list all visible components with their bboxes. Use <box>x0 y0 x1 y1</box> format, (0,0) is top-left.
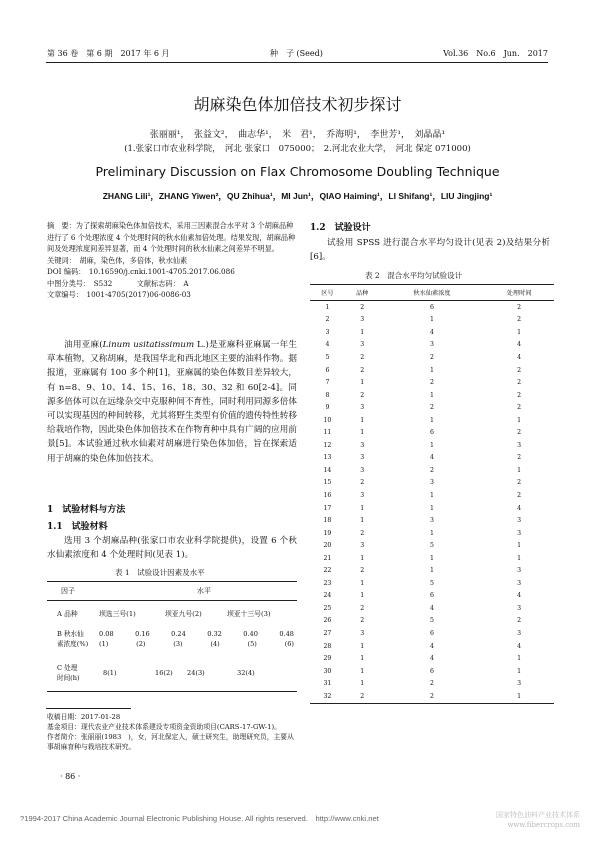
table-cell: 4 <box>430 655 434 663</box>
table-cell: 6 <box>430 303 434 311</box>
table-cell: 25 <box>323 604 332 612</box>
conc-code: (1) <box>99 640 109 648</box>
table-cell: 3 <box>360 441 365 449</box>
col-header-concentration: 秋水仙素浓度 <box>413 290 451 297</box>
intro-paragraph <box>47 338 297 466</box>
table-row <box>310 552 554 565</box>
table-cell: 2 <box>360 692 365 700</box>
table-row <box>310 439 554 452</box>
table-cell: 3 <box>360 491 365 499</box>
table-cell: 2 <box>360 529 365 537</box>
conc-value: 0.24 <box>171 630 186 638</box>
time-1: 8(1) <box>103 669 117 677</box>
table-row <box>310 627 554 640</box>
journal-volume: Vol.36 No.6 Jun. 2017 <box>443 49 548 58</box>
table-cell: 4 <box>430 454 434 462</box>
table-cell: 3 <box>517 517 522 525</box>
table-cell: 3 <box>517 604 522 612</box>
table-cell: 19 <box>323 529 332 537</box>
abstract: 摘 要：为了探索胡麻染色体加倍技术，采用三因素混合水平对 3 个胡麻品种进行了 6 个处理浓度 4 个处理时间的秋水仙素加倍处理。结果发现，胡麻品种间及处理浓度间差异显著，而 4 个处理时间的秋水仙素之间差异不明显。 <box>47 221 296 253</box>
article-title: 胡麻染色体加倍技术初步探讨 <box>193 95 402 114</box>
table-cell: 5 <box>430 542 434 550</box>
table-cell: 3 <box>430 479 434 487</box>
table-row <box>310 489 554 502</box>
table-cell: 20 <box>323 542 332 550</box>
table-cell: 17 <box>323 504 332 512</box>
table-cell: 1 <box>430 567 434 575</box>
table-cell: 1 <box>360 416 365 424</box>
table-cell: 1 <box>517 416 522 424</box>
conc-value: 0.48 <box>279 630 294 638</box>
section-1-2-heading: 1.2 试验设计 <box>310 223 371 233</box>
table-cell: 1 <box>517 692 522 700</box>
table1-level-header: 水平 <box>197 587 211 595</box>
table1-header <box>47 581 297 601</box>
table-row <box>310 414 554 427</box>
table-row <box>310 426 554 439</box>
table-cell: 22 <box>323 567 332 575</box>
table1-row-b <box>47 623 297 657</box>
table-cell: 2 <box>517 454 522 462</box>
author-intro: 作者简介：张丽丽(1983 )，女，河北保定人，硕士研究生，助理研究员，主要从事胡麻育种与栽培技术研究。 <box>47 733 294 751</box>
table-cell: 3 <box>360 542 365 550</box>
table-cell: 3 <box>517 529 522 537</box>
table-cell: 3 <box>430 341 434 349</box>
concentration-values <box>99 629 294 649</box>
table-cell: 2 <box>517 303 522 311</box>
table-cell: 1 <box>360 429 365 437</box>
table-cell: 5 <box>430 579 434 587</box>
page-number: · 86 · <box>60 772 81 781</box>
table-cell: 2 <box>360 567 365 575</box>
table-row <box>310 677 554 690</box>
table-row <box>310 314 554 327</box>
table-cell: 2 <box>430 404 434 412</box>
table-cell: 2 <box>360 391 365 399</box>
table-cell: 2 <box>517 479 522 487</box>
conc-code: (4) <box>210 640 220 648</box>
table-cell: 1 <box>430 391 434 399</box>
table-cell: 1 <box>517 466 522 474</box>
table-row <box>310 477 554 490</box>
table-cell: 2 <box>430 379 434 387</box>
authors: 张丽丽¹， 张益文²， 曲志华¹， 米 君¹， 乔海明¹， 李世芳¹， 刘晶晶¹ <box>149 130 446 140</box>
conc-value: 0.32 <box>207 630 222 638</box>
table-cell: 6 <box>430 629 434 637</box>
table-cell: 1 <box>360 655 365 663</box>
table-cell: 21 <box>323 554 332 562</box>
table-cell: 1 <box>360 592 365 600</box>
received-date: 收稿日期：2017-01-28 <box>47 713 121 721</box>
table2-caption: 表 2 混合水平均匀试验设计 <box>365 271 463 280</box>
table-cell: 5 <box>430 617 434 625</box>
table-cell: 1 <box>517 542 522 550</box>
table-cell: 1 <box>430 366 434 374</box>
fund-info: 基金项目：现代农业产业技术体系建设专项资金资助项目(CARS-17-GW-1)。 <box>47 723 281 731</box>
table-cell: 1 <box>360 680 365 688</box>
table-cell: 1 <box>430 554 434 562</box>
footnote-rule <box>46 708 131 709</box>
section-1-2-text: 试验用 SPSS 进行混合水平均匀设计(见表 2)及结果分析[6]。 <box>310 238 550 263</box>
table-row <box>310 301 554 314</box>
english-title: Preliminary Discussion on Flax Chromosome Doubling Technique <box>95 164 500 179</box>
table-row <box>310 364 554 377</box>
table-row <box>310 452 554 465</box>
row-a-label: A 品种 <box>57 610 78 618</box>
clc: 中图分类号： S532 <box>47 278 113 288</box>
table-row <box>310 401 554 414</box>
table-cell: 3 <box>360 466 365 474</box>
table-cell: 1 <box>360 642 365 650</box>
table-cell: 4 <box>517 504 522 512</box>
table-row <box>310 652 554 665</box>
table-cell: 28 <box>323 642 332 650</box>
table-row <box>310 690 554 703</box>
table-cell: 9 <box>325 404 330 412</box>
table-cell: 3 <box>517 441 522 449</box>
table-cell: 3 <box>360 404 365 412</box>
footnotes <box>47 712 297 752</box>
table-cell: 2 <box>517 617 522 625</box>
table-cell: 5 <box>325 353 330 361</box>
table-cell: 3 <box>517 629 522 637</box>
table-row <box>310 376 554 389</box>
table-row <box>310 389 554 402</box>
col-header-plot: 区号 <box>321 290 334 297</box>
table-cell: 13 <box>323 454 332 462</box>
table2 <box>310 284 554 704</box>
copyright-line: ?1994-2017 China Academic Journal Electronic Publishing House. All rights reserved. http://www.cnki.net <box>20 814 379 823</box>
table-cell: 18 <box>323 517 332 525</box>
cultivar-3: 坝亚十三号(3) <box>227 610 271 618</box>
row-c-label-2: 时间(h) <box>57 674 80 682</box>
table-cell: 2 <box>360 353 365 361</box>
table-cell: 1 <box>360 579 365 587</box>
abstract-block <box>47 220 297 301</box>
table-cell: 2 <box>360 303 365 311</box>
table-cell: 1 <box>430 504 434 512</box>
table-cell: 3 <box>325 328 330 336</box>
time-3: 24(3) <box>187 669 205 677</box>
table-cell: 14 <box>323 466 332 474</box>
table-cell: 6 <box>325 366 330 374</box>
table-cell: 3 <box>517 567 522 575</box>
table-cell: 1 <box>517 655 522 663</box>
table2-header-row <box>310 285 554 301</box>
table-cell: 3 <box>360 629 365 637</box>
conc-code: (2) <box>136 640 146 648</box>
english-authors: ZHANG Lili¹，ZHANG Yiwen²，QU Zhihua¹，MI Jun¹，QIAO Haiming¹，LI Shifang¹，LIU Jingjing¹ <box>102 191 493 201</box>
keywords: 关键词： 胡麻，染色体，多倍体，秋水仙素 <box>47 255 188 265</box>
table-cell: 4 <box>325 341 330 349</box>
table-cell: 32 <box>323 692 332 700</box>
section-1-heading: 1 试验材料与方法 <box>47 505 126 515</box>
table1-row-a <box>47 601 297 623</box>
table-cell: 10 <box>323 416 332 424</box>
table-cell: 1 <box>430 316 434 324</box>
table-cell: 11 <box>323 429 332 437</box>
table-cell: 31 <box>323 680 332 688</box>
conc-value: 0.16 <box>135 630 150 638</box>
row-b-label-1: B 秋水仙 <box>57 630 84 638</box>
intro-start: 油用亚麻( <box>64 340 103 350</box>
table-row <box>310 514 554 527</box>
conc-code: (6) <box>284 640 294 648</box>
table-cell: 6 <box>430 667 434 675</box>
time-2: 16(2) <box>155 669 173 677</box>
row-b-label-2: 素浓度(%) <box>57 640 89 648</box>
table-cell: 6 <box>430 429 434 437</box>
table-cell: 15 <box>323 479 332 487</box>
journal-name: 种 子 (Seed) <box>270 49 323 58</box>
row-c-label-1: C 处理 <box>57 664 78 672</box>
cultivar-1: 坝选三号(1) <box>99 610 136 618</box>
table-cell: 2 <box>517 429 522 437</box>
table-cell: 6 <box>430 592 434 600</box>
col-header-cultivar: 品种 <box>356 290 369 297</box>
table-row <box>310 339 554 352</box>
latin-name: Linum usitatissimum <box>102 340 195 350</box>
table-cell: 1 <box>325 303 330 311</box>
table-cell: 2 <box>360 479 365 487</box>
table-row <box>310 602 554 615</box>
table-cell: 4 <box>430 328 434 336</box>
table-cell: 4 <box>517 592 522 600</box>
table-cell: 30 <box>323 667 332 675</box>
table1 <box>47 581 297 692</box>
conc-code: (3) <box>173 640 183 648</box>
table-cell: 2 <box>360 604 365 612</box>
journal-issue: 第 36 卷 第 6 期 2017 年 6 月 <box>47 49 170 58</box>
table-cell: 2 <box>517 379 522 387</box>
table-cell: 2 <box>517 491 522 499</box>
table-cell: 2 <box>517 404 522 412</box>
doc-code: 文献标志码： A <box>136 278 189 288</box>
table-cell: 1 <box>360 328 365 336</box>
table-row <box>310 577 554 590</box>
table-cell: 2 <box>430 680 434 688</box>
conc-value: 0.40 <box>243 630 258 638</box>
table-cell: 1 <box>360 554 365 562</box>
table-row <box>310 527 554 540</box>
table-cell: 1 <box>517 667 522 675</box>
col-header-time: 处理时间 <box>506 290 532 297</box>
table-cell: 1 <box>430 529 434 537</box>
table-cell: 4 <box>430 604 434 612</box>
table-cell: 1 <box>517 554 522 562</box>
clc-row <box>47 278 297 290</box>
header-rule <box>46 62 548 63</box>
table-cell: 4 <box>517 341 522 349</box>
table-cell: 1 <box>360 379 365 387</box>
table-cell: 2 <box>517 391 522 399</box>
table-cell: 27 <box>323 629 332 637</box>
table-cell: 2 <box>517 366 522 374</box>
table-row <box>310 590 554 603</box>
table-cell: 1 <box>517 328 522 336</box>
table-cell: 2 <box>325 316 330 324</box>
table-cell: 24 <box>323 592 332 600</box>
table-cell: 16 <box>323 491 332 499</box>
table-cell: 4 <box>517 642 522 650</box>
cultivar-2: 坝亚九号(2) <box>165 610 202 618</box>
doi: DOI 编码： 10.16590/j.cnki.1001-4705.2017.06.086 <box>47 267 235 276</box>
watermark: 国家特色油料产业技术体系 www.fibercrops.com <box>496 811 580 829</box>
table-row <box>310 539 554 552</box>
table-cell: 3 <box>517 579 522 587</box>
table-row <box>310 351 554 364</box>
table-cell: 3 <box>430 517 434 525</box>
intro-rest: L.)是亚麻科亚麻属一年生草本植物，又称胡麻，是我国华北和西北地区主要的油料作物。据报道，亚麻属有 100 多个种[1]，亚麻属的染色体数目差异较大，有 n=8、9、10、14、15、16、18、30、32 和 60[2-4]。同源多倍体可以在远缘杂交中克服种间不育性，同时利用同源多倍体可以实现基因的种间转移，尤其将野生类型有价值的遗传特性转移给栽培作物，因此染色体加倍技术在作物育种中具有广阔的应用前景[5]。本试验通过秋水仙素对胡麻进行染色体加倍，旨在探索适用于胡麻的染色体加倍技术。 <box>47 340 297 464</box>
table-cell: 2 <box>430 466 434 474</box>
conc-value: 0.08 <box>99 630 114 638</box>
table-cell: 3 <box>517 680 522 688</box>
table-cell: 1 <box>430 416 434 424</box>
table-row <box>310 640 554 653</box>
table-row <box>310 615 554 628</box>
table-row <box>310 464 554 477</box>
table-cell: 7 <box>325 379 330 387</box>
table-row <box>310 326 554 339</box>
table-row <box>310 665 554 678</box>
table1-caption: 表 1 试验设计因素及水平 <box>115 568 205 577</box>
table-cell: 2 <box>430 353 434 361</box>
table-cell: 1 <box>360 667 365 675</box>
table-cell: 3 <box>360 316 365 324</box>
table-cell: 26 <box>323 617 332 625</box>
table-cell: 29 <box>323 655 332 663</box>
table-cell: 3 <box>360 454 365 462</box>
table-cell: 1 <box>430 491 434 499</box>
time-4: 32(4) <box>237 669 255 677</box>
table-cell: 1 <box>360 504 365 512</box>
table-cell: 4 <box>517 353 522 361</box>
table-cell: 2 <box>360 366 365 374</box>
section-1-1-heading: 1.1 试验材料 <box>47 522 108 532</box>
table-cell: 4 <box>430 642 434 650</box>
table-cell: 1 <box>360 517 365 525</box>
table1-row-c <box>47 657 297 692</box>
table-cell: 8 <box>325 391 330 399</box>
table-cell: 1 <box>430 441 434 449</box>
table-cell: 23 <box>323 579 332 587</box>
section-1-1-text: 选用 3 个胡麻品种(张家口市农业科学院提供)，设置 6 个秋水仙素浓度和 4 个处理时间(见表 1)。 <box>47 536 297 561</box>
table-cell: 2 <box>430 692 434 700</box>
table1-factor-header: 因子 <box>61 587 75 595</box>
table-cell: 3 <box>360 341 365 349</box>
table-row <box>310 564 554 577</box>
table-cell: 2 <box>517 316 522 324</box>
table-cell: 12 <box>323 441 332 449</box>
table2-body <box>310 301 554 704</box>
table-row <box>310 502 554 515</box>
article-number: 文章编号： 1001-4705(2017)06-0086-03 <box>47 290 191 299</box>
conc-code: (5) <box>247 640 257 648</box>
table-cell: 2 <box>360 617 365 625</box>
affiliation: (1.张家口市农业科学院， 河北 张家口 075000； 2.河北农业大学， 河北 保定 071000) <box>124 144 471 154</box>
